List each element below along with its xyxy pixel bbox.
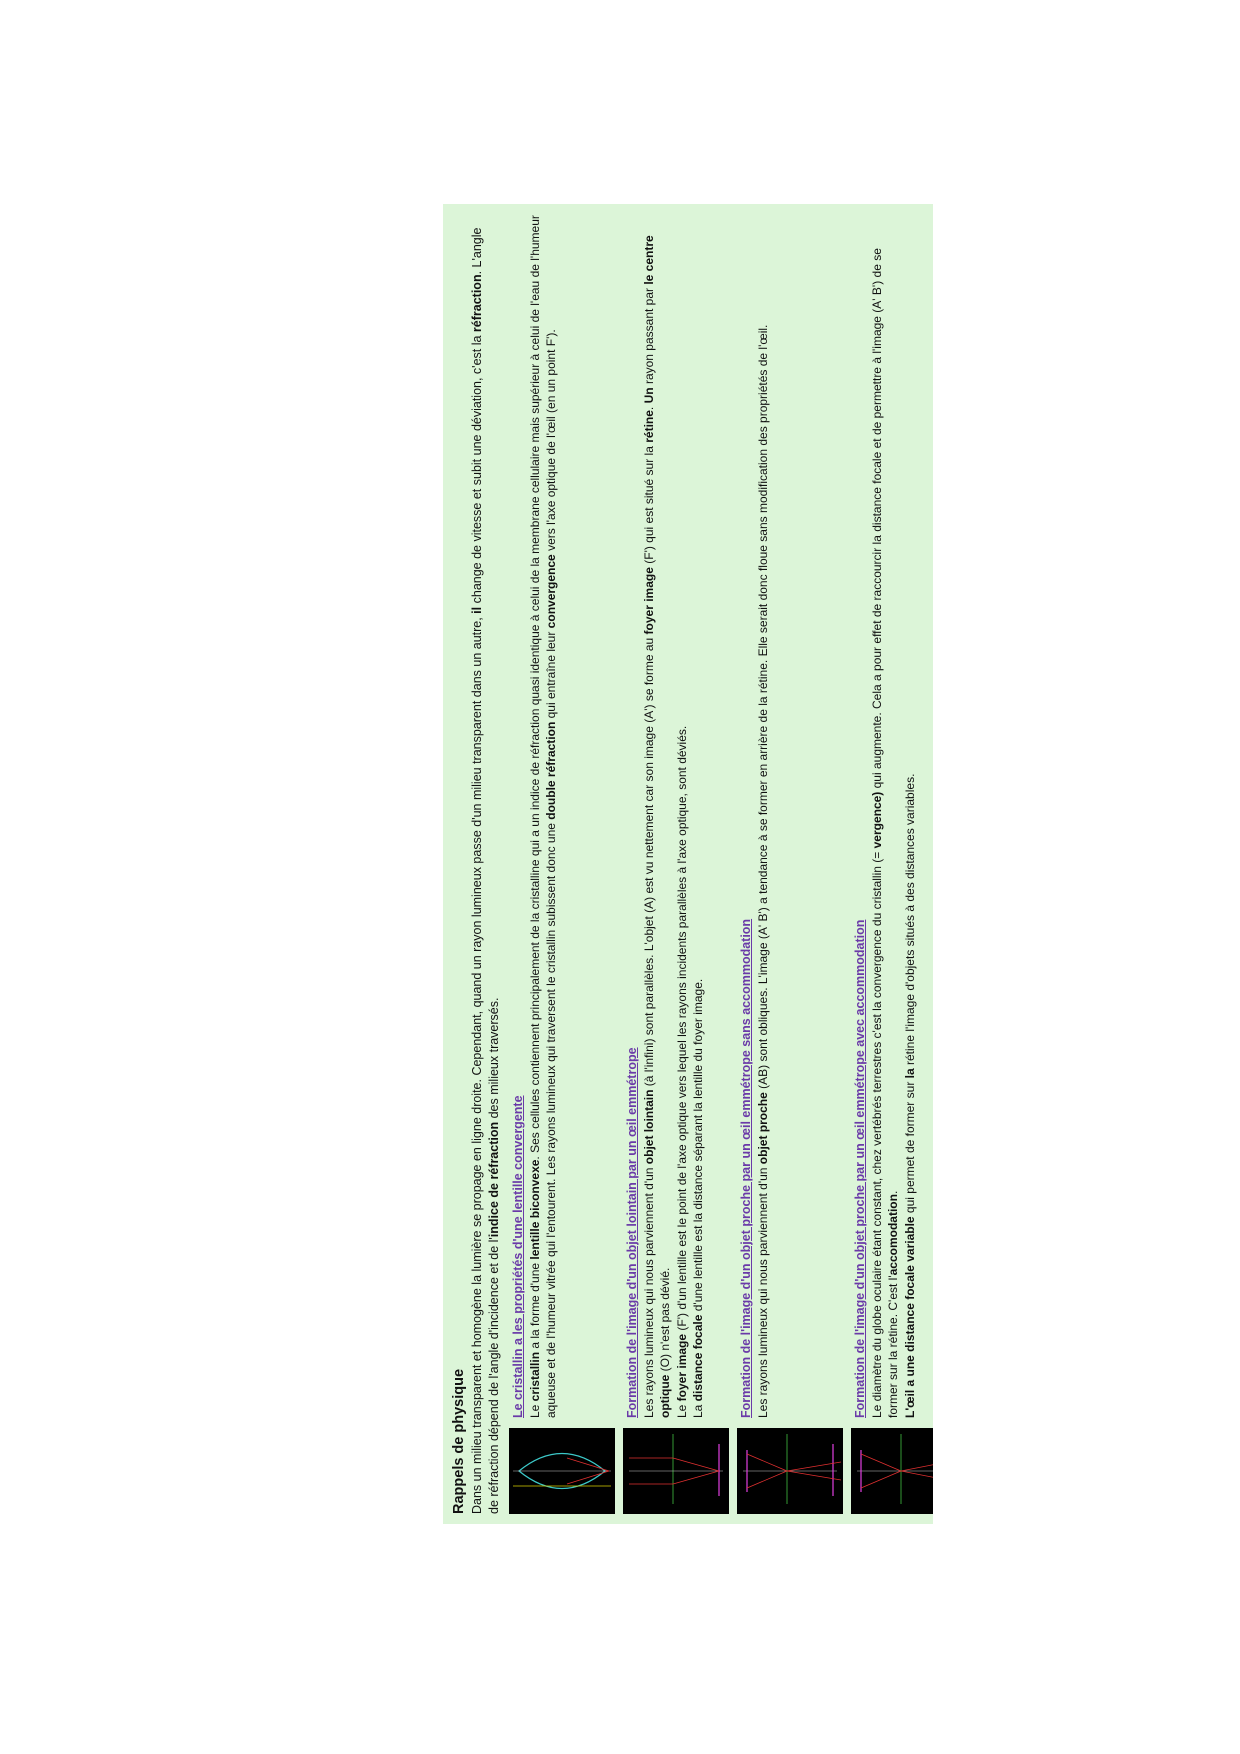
section: [737, 214, 843, 1514]
section-paragraph: [869, 214, 902, 1418]
text-run: (F') qui est situé sur la: [641, 442, 656, 568]
text-run: qui augmente. Cela a pour effet de raccourcir la distance focale et de permettre à l'image (A' B') de se former sur la rétine. C'est l': [869, 248, 901, 1418]
text-run: Les rayons lumineux qui nous parviennent d'un: [641, 1164, 656, 1418]
ray: [901, 1471, 933, 1480]
text-run: a la forme d'une: [527, 1259, 542, 1352]
section-title-link[interactable]: Formation de l'image d'un objet lointain par un œil emmétrope: [624, 1047, 639, 1418]
page-content: [443, 204, 933, 1524]
bold-text: accomodation: [886, 1194, 901, 1276]
bold-text: rétine: [641, 410, 656, 443]
section-title-link[interactable]: Formation de l'image d'un objet proche par un œil emmétrope avec accommodation: [852, 919, 867, 1418]
ray: [673, 1471, 719, 1484]
section-title-link[interactable]: Formation de l'image d'un objet proche par un œil emmétrope sans accommodation: [738, 918, 753, 1418]
near-object-accommodation-diagram: [851, 1428, 933, 1514]
section-paragraph: [755, 214, 772, 1418]
text-run: Le diamètre du globe oculaire étant constant, chez vertébrés terrestres c'est la convergence du cristallin (=: [869, 848, 884, 1418]
text-run: vers l'axe optique de l'œil (en un point F').: [544, 329, 559, 555]
text-run: . L'angle de réfraction dépend de l'angle d'incidence et de l': [470, 227, 501, 1514]
text-run: Les rayons lumineux qui nous parviennent d'un: [755, 1164, 770, 1418]
bold-text: indice de réfraction: [486, 1121, 501, 1238]
section-title-link[interactable]: Le cristallin a les propriétés d'une lentille convergente: [510, 1095, 525, 1418]
biconvex-lens-diagram: [509, 1428, 615, 1514]
text-run: qui entraîne leur: [544, 628, 559, 722]
ray: [747, 1471, 787, 1488]
text-run: La: [691, 1401, 706, 1418]
section-body: [623, 214, 707, 1418]
section-body: [851, 214, 919, 1418]
text-run: .: [886, 1190, 901, 1195]
text-run: .: [641, 403, 656, 411]
bold-text: il: [470, 606, 484, 614]
section-body: [509, 214, 560, 1418]
page-title: Rappels de physique: [451, 1368, 467, 1514]
bold-text: vergence): [869, 791, 884, 849]
bold-text: cristallin: [527, 1351, 542, 1402]
bold-text: le centre optique: [641, 235, 673, 1418]
text-run: qui permet de former sur: [902, 1078, 917, 1217]
section: [509, 214, 615, 1514]
bold-text: objet proche: [755, 1092, 770, 1165]
section-paragraph: [641, 214, 674, 1418]
bold-text: réfraction: [470, 274, 484, 333]
rotated-page: [443, 204, 933, 1524]
text-run: rétine l'image d'objets situés à des distances variables.: [902, 773, 917, 1069]
text-run: change de vitesse et subit une déviation, c'est la: [470, 332, 484, 607]
text-run: (AB) sont obliques. L'image (A' B') a tendance à se former en arrière de la rétine. Elle serait donc floue sans modification des propriétés de l'œil.: [755, 324, 770, 1093]
ray: [861, 1471, 901, 1488]
text-run: . Ses cellules contiennent principalement de la cristalline qui a un indice de réfraction quasi identique à celui de la membrane cellulaire mais supérieur à celui de l'eau de l'humeur aqueuse et de l'humeur vitrée qui l'entourent. Les rayons lumineux qui traversent le cristallin subissent donc une: [527, 215, 559, 1418]
near-object-no-accommodation-diagram: [737, 1428, 843, 1514]
section-paragraph: [902, 214, 919, 1418]
sections-list: [509, 214, 933, 1514]
section-paragraph: [690, 214, 707, 1418]
text-run: Le: [527, 1401, 542, 1418]
ray: [673, 1458, 719, 1471]
bold-text: foyer image: [674, 1333, 689, 1402]
ray: [901, 1462, 933, 1471]
text-run: des milieux traversés.: [486, 997, 501, 1122]
intro-paragraph: [469, 214, 503, 1514]
bold-text: L'œil a une distance focale variable: [902, 1216, 917, 1418]
text-run: Le: [674, 1401, 689, 1418]
bold-text: lentille biconvexe: [527, 1159, 542, 1260]
bold-text: Un: [641, 387, 656, 404]
bold-text: distance focale: [691, 1314, 706, 1402]
section: [623, 214, 729, 1514]
distant-object-ray-diagram: [623, 1428, 729, 1514]
bold-text: foyer image: [641, 567, 656, 635]
section-paragraph: [527, 214, 560, 1418]
bold-text: convergence: [544, 554, 559, 629]
section: [851, 214, 933, 1514]
text-run: (O) n'est pas dévié.: [658, 1267, 673, 1375]
ray: [747, 1454, 787, 1471]
document-panel: [443, 204, 933, 1524]
text-run: (à l'infini) sont parallèles. L'objet (A) est vu nettement car son image (A') se forme au: [641, 634, 656, 1090]
bold-text: objet lointain: [641, 1089, 656, 1165]
text-run: Dans un milieu transparent et homogène la lumière se propage en ligne droite. Cependant, quand un rayon lumineux passe d'un milieu transparent dans un autre,: [470, 613, 484, 1514]
bold-text: double réfraction: [544, 721, 559, 820]
section-paragraph: [674, 214, 691, 1418]
ray: [861, 1454, 901, 1471]
text-run: (F') d'un lentille est le point de l'axe optique vers lequel les rayons incidents parallèles à l'axe optique, sont déviés.: [674, 725, 689, 1334]
bold-text: la: [902, 1068, 917, 1079]
text-run: rayon passant par: [641, 284, 656, 388]
text-run: d'une lentille est la distance séparant la lentille du foyer image.: [691, 978, 706, 1315]
section-body: [737, 214, 772, 1418]
